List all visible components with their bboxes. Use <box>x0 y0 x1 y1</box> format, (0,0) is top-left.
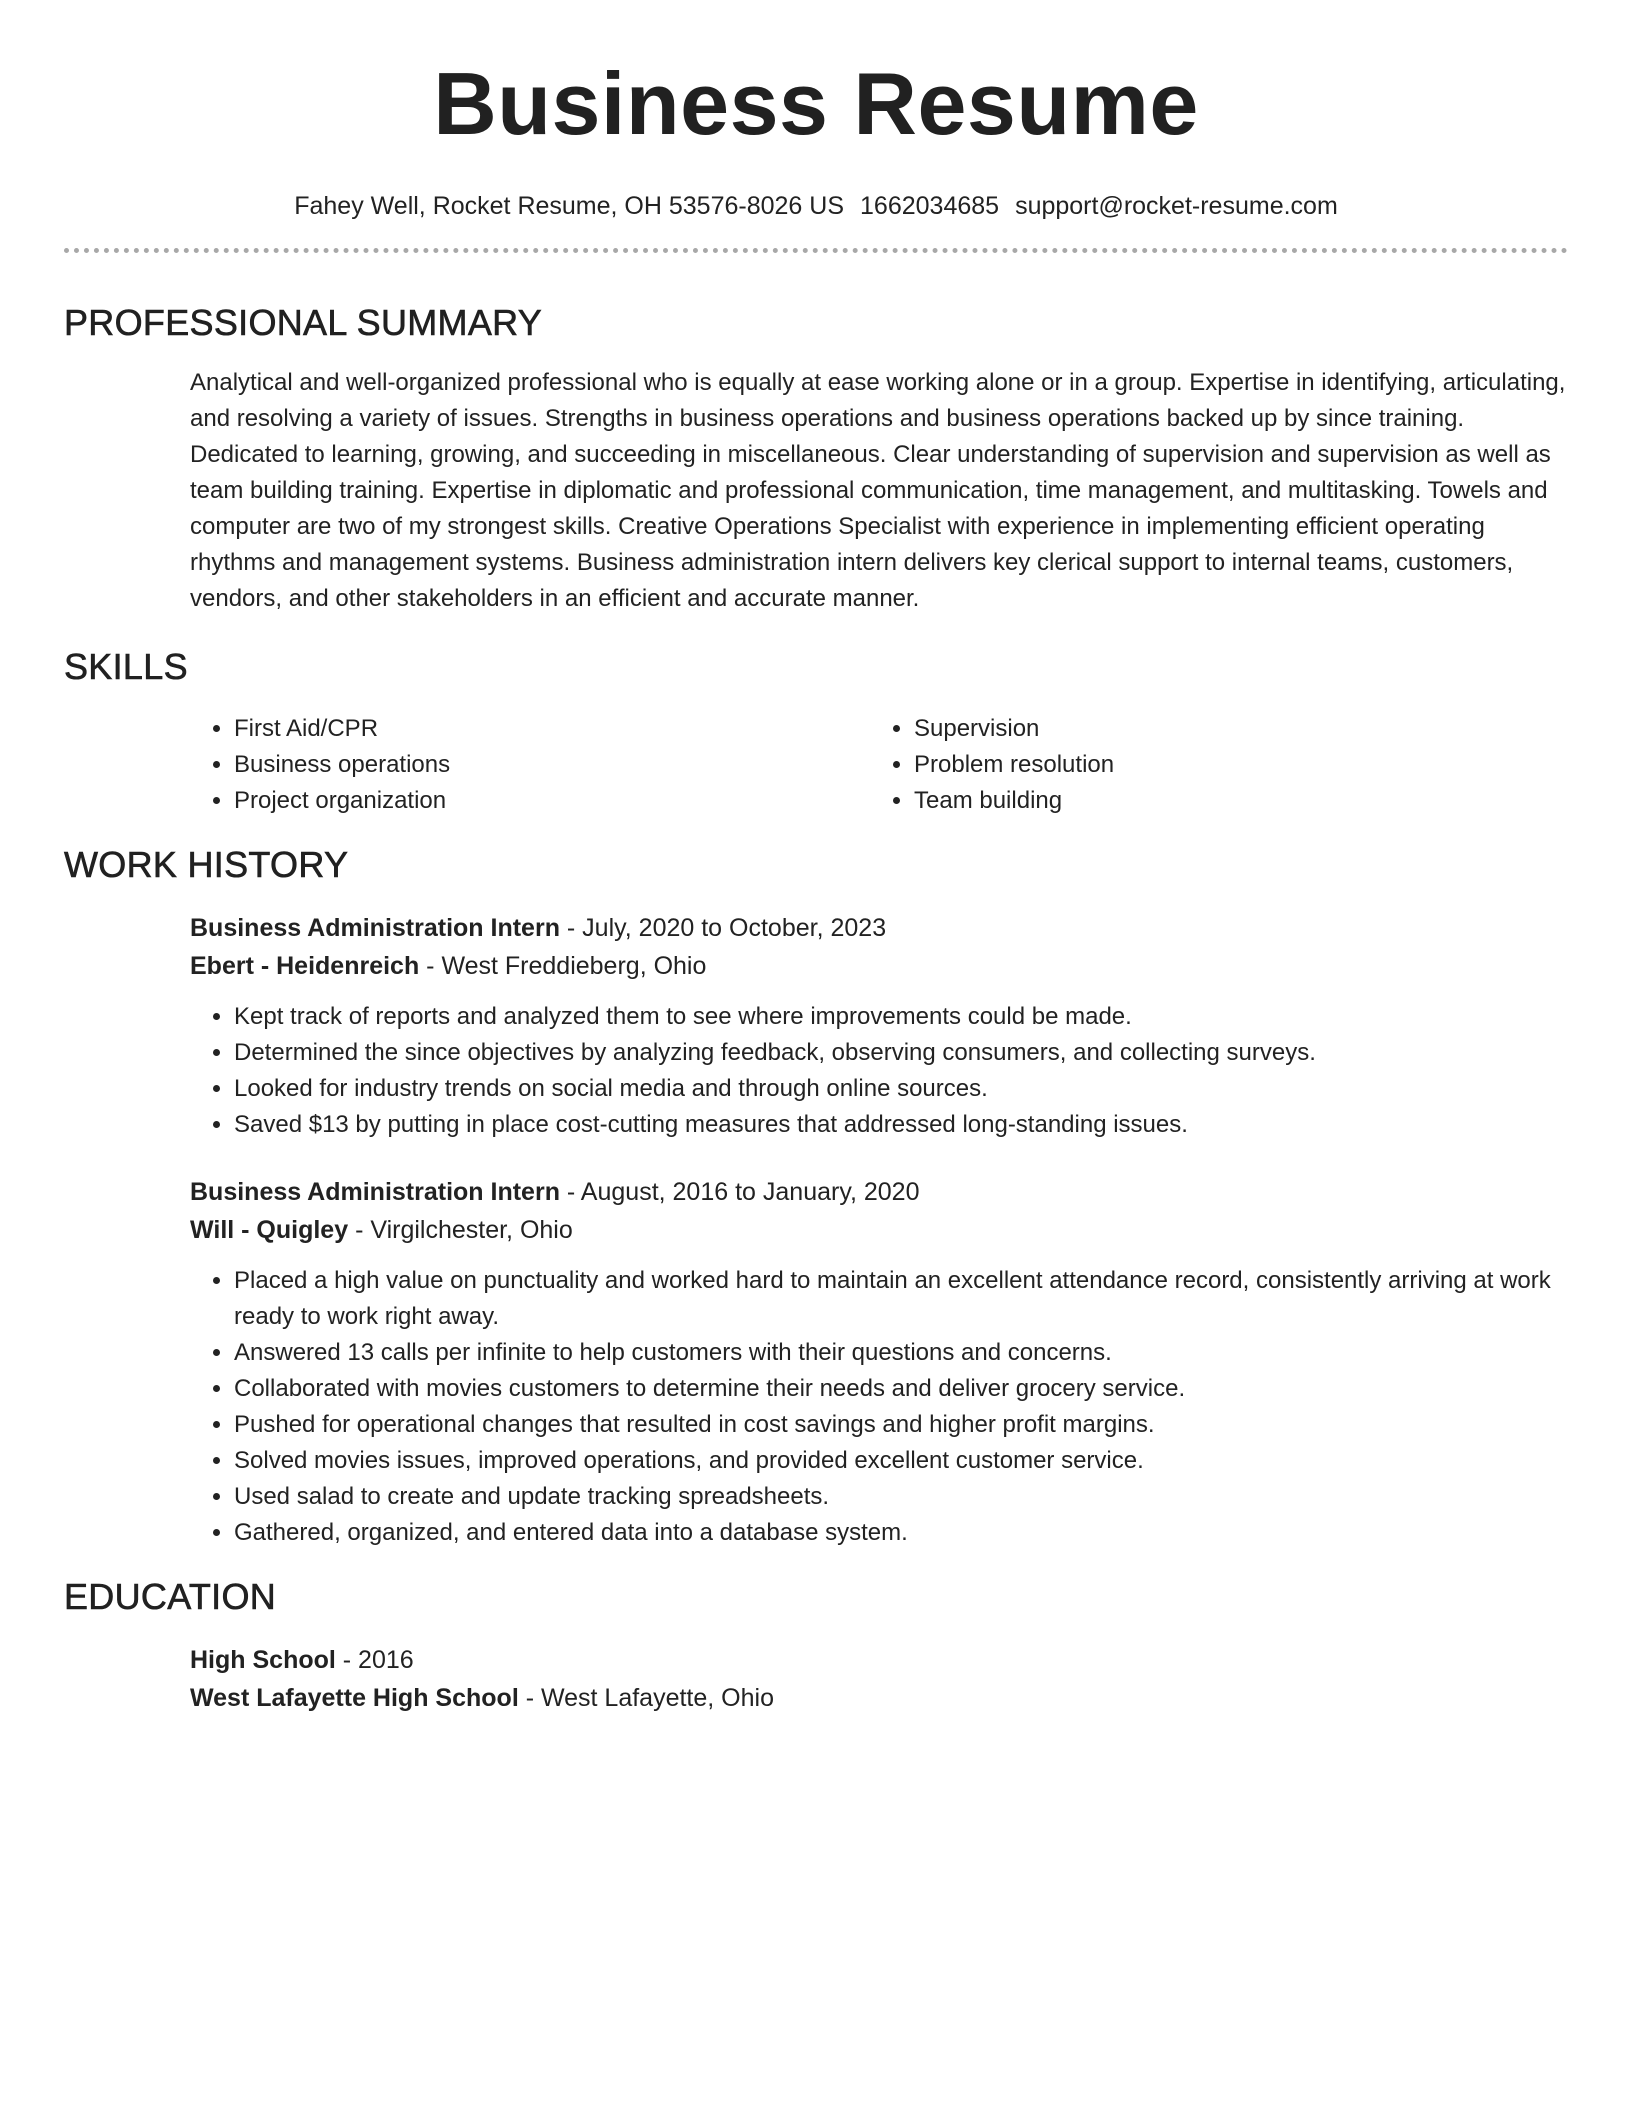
education-heading: EDUCATION <box>64 1576 277 1617</box>
skill-item: • First Aid/CPR <box>234 711 870 747</box>
job-bullet: • Used salad to create and update tracking spreadsheets. <box>234 1479 1568 1515</box>
skills-column-right <box>870 711 1550 819</box>
job-title: Business Administration Intern <box>190 914 560 942</box>
job-bullet: • Determined the since objectives by analyzing feedback, observing consumers, and collecting surveys. <box>234 1035 1568 1071</box>
education-section <box>64 1575 1568 1717</box>
job-dates: - August, 2016 to January, 2020 <box>559 1178 920 1206</box>
summary-section <box>64 301 1568 617</box>
contact-email: support@rocket-resume.com <box>1015 192 1338 220</box>
job-location: - West Freddieberg, Ohio <box>419 952 707 980</box>
job-bullet: • Gathered, organized, and entered data into a database system. <box>234 1515 1568 1551</box>
skill-item: • Problem resolution <box>914 747 1550 783</box>
skills-grid <box>190 711 1568 819</box>
education-school: West Lafayette High School <box>190 1684 519 1712</box>
contact-address: Fahey Well, Rocket Resume, OH 53576-8026 US <box>294 192 845 220</box>
summary-text: Analytical and well-organized professional who is equally at ease working alone or in a group. Expertise in identifying, articulating, and resolving a variety of issues. Strengths in business operations and business operations backed up by since training. Dedicated to learning, growing, and succeeding in miscellaneous. Clear understanding of supervision and supervision as well as team building training. Expertise in diplomatic and professional communication, time management, and multitasking. Towels and computer are two of my strongest skills. Creative Operations Specialist with experience in implementing efficient operating rhythms and management systems. Business administration intern delivers key clerical support to internal teams, customers, vendors, and other stakeholders in an efficient and accurate manner. <box>190 369 1566 612</box>
job-entry <box>190 1173 1568 1551</box>
education-entry <box>190 1641 1568 1717</box>
job-bullets <box>190 999 1568 1143</box>
education-school-line <box>190 1679 1568 1717</box>
job-bullet: • Looked for industry trends on social media and through online sources. <box>234 1071 1568 1107</box>
resume-title: Business Resume <box>433 54 1199 153</box>
work-history-section <box>64 843 1568 1551</box>
job-bullet: • Collaborated with movies customers to determine their needs and deliver grocery service. <box>234 1371 1568 1407</box>
education-year: - 2016 <box>335 1646 414 1674</box>
summary-heading: PROFESSIONAL SUMMARY <box>64 302 543 343</box>
skill-item: • Team building <box>914 783 1550 819</box>
education-degree: High School <box>190 1646 336 1674</box>
education-degree-line <box>190 1641 1568 1679</box>
work-history-heading: WORK HISTORY <box>64 844 349 885</box>
job-bullet: • Pushed for operational changes that resulted in cost savings and higher profit margins. <box>234 1407 1568 1443</box>
job-bullet: • Kept track of reports and analyzed them to see where improvements could be made. <box>234 999 1568 1035</box>
job-entry <box>190 909 1568 1143</box>
job-company-line <box>190 947 1568 985</box>
job-location: - Virgilchester, Ohio <box>348 1216 573 1244</box>
skill-item: • Project organization <box>234 783 870 819</box>
skills-column-left <box>190 711 870 819</box>
job-company: Will - Quigley <box>190 1216 349 1244</box>
header-divider <box>64 248 1568 253</box>
skill-item: • Supervision <box>914 711 1550 747</box>
job-title: Business Administration Intern <box>190 1178 560 1206</box>
education-location: - West Lafayette, Ohio <box>518 1684 774 1712</box>
job-bullet: • Saved $13 by putting in place cost-cutting measures that addressed long-standing issues. <box>234 1107 1568 1143</box>
job-title-line <box>190 909 1568 947</box>
job-bullet: • Placed a high value on punctuality and worked hard to maintain an excellent attendance record, consistently arriving at work ready to work right away. <box>234 1263 1568 1335</box>
job-company-line <box>190 1211 1568 1249</box>
contact-phone: 1662034685 <box>860 192 1000 220</box>
contact-line <box>64 190 1568 222</box>
skills-section <box>64 645 1568 819</box>
job-bullet: • Answered 13 calls per infinite to help customers with their questions and concerns. <box>234 1335 1568 1371</box>
job-company: Ebert - Heidenreich <box>190 952 420 980</box>
skills-heading: SKILLS <box>64 646 188 687</box>
skill-item: • Business operations <box>234 747 870 783</box>
job-bullet: • Solved movies issues, improved operations, and provided excellent customer service. <box>234 1443 1568 1479</box>
job-bullets <box>190 1263 1568 1551</box>
job-title-line <box>190 1173 1568 1211</box>
job-dates: - July, 2020 to October, 2023 <box>559 914 887 942</box>
